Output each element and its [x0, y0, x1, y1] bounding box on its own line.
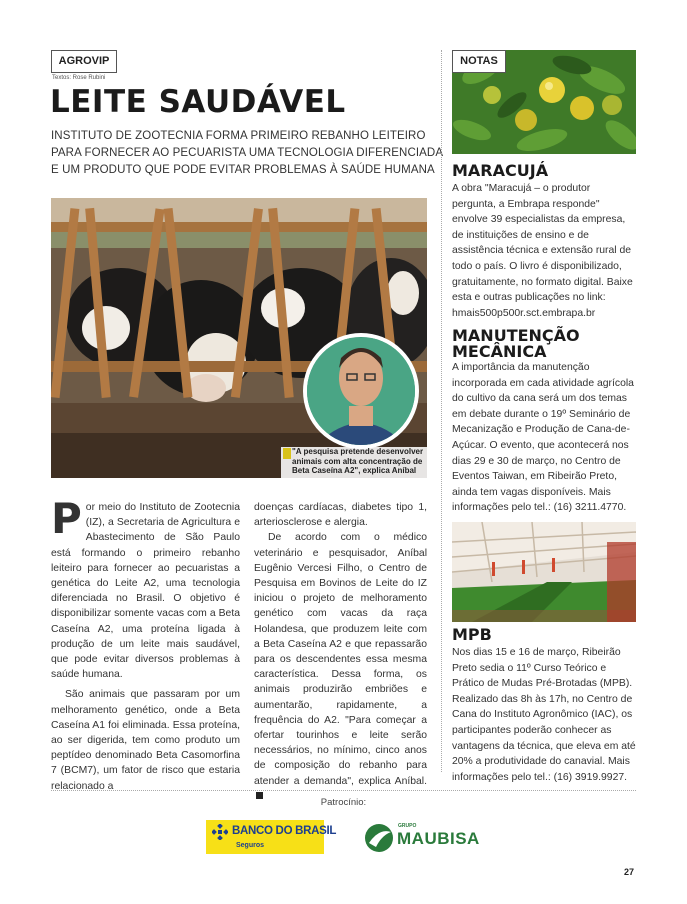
author-credit: Textos: Rose Rubini [52, 75, 106, 81]
note-text: A importância da manutenção incorporada em cada atividade agrícola do cultivo da cana será um dos temas em debate durante o 19º Seminário de Mecanização e Produção de Cana-de-Açúcar. O evento, que acontecerá nos dias 29 e 30 de março, no Centro de Eventos Taiwan, em Ribeirão Preto, ainda tem vagas disponíveis. Mais informações pelo tel.: (16) 3211.4770. [452, 362, 634, 514]
bb-name: BANCO DO BRASIL [232, 825, 337, 837]
note-heading: MPB [452, 625, 492, 644]
note-heading-line: MANUTENÇÃO [452, 326, 580, 345]
sponsor-label: Patrocínio: [320, 797, 367, 808]
bb-symbol-icon [212, 824, 228, 840]
footer-divider [51, 790, 636, 791]
maubisa-group-label: GRUPO [398, 823, 417, 829]
subtitle-line: INSTITUTO DE ZOOTECNIA FORMA PRIMEIRO REBANHO LEITEIRO [51, 130, 426, 142]
section-tag: AGROVIP [51, 50, 117, 73]
notes-tag: NOTAS [452, 50, 506, 73]
bb-sub: Seguros [236, 842, 265, 849]
subtitle-line: E UM PRODUTO QUE PODE EVITAR PROBLEMAS À SAÚDE HUMANA [51, 164, 435, 176]
article-title: LEITE SAUDÁVEL [50, 84, 346, 120]
subtitle-line: PARA FORNECER AO PECUARISTA UMA TECNOLOGIA DIFERENCIADA [51, 147, 444, 159]
page-number: 27 [624, 867, 635, 877]
note-text: A obra "Maracujá – o produtor pergunta, a Embrapa responde" envolve 39 especialistas da empresa, de instituições de ensino e de assistência técnica e extensão rural de todo o país. O livro é disponibilizado, gratuitamente, no formato digital. Baixe esta e outras publicações no link: hmais500p500r.sct.embrapa.br [452, 183, 633, 319]
maubisa-name: MAUBISA [397, 829, 480, 848]
column-divider [441, 50, 442, 772]
maubisa-leaf-icon [364, 823, 394, 853]
article-subtitle [51, 128, 443, 179]
article-paragraph: or meio do Instituto de Zootecnia (IZ), a Secretaria de Agricultura e Abastecimento de São Paulo está formando o primeiro rebanho leiteiro para fornecer ao pecuaristas a genética do Leite A2, uma tecnologia diferenciada no Brasil. O objetivo é disponibilizar somente vacas com a Beta Caseína A2, uma proteína ligada à produção de um leite mais saudável, que pode evitar diversos problemas à saúde humana. [51, 502, 240, 681]
note-heading [452, 328, 580, 360]
maubisa-logo [364, 822, 484, 854]
cows-photo [51, 198, 427, 478]
article-paragraph: São animais que passaram por um melhoramento genético, onde a Beta Caseína A1 foi eliminada. Essa proteína, ao ser digerida, tem como produto um peptídeo denominado Beta Casomorfina 7 (BCM7), um fator de risco que estaria relacionado a [51, 689, 240, 792]
article-column-2 [254, 500, 427, 804]
article-paragraph: De acordo com o médico veterinário e pesquisador, Aníbal Eugênio Vercesi Filho, o Centro de Pesquisa em Bovinos de Leite do IZ iniciou o projeto de melhoramento genético com vacas da raça Holandesa, que produzem leite com a Beta Caseína A2 e que repassarão para os descendentes essa mesma característica. Dessa forma, os animais produzirão embriões e aumentarão, rapidamente, a frequência do A2. "Para começar a ofertar tourinhos e leite serão necessários, no mínimo, cinco anos de composição do rebanho para atender a demanda", explica Aníbal. [254, 532, 427, 787]
caption-marker-icon [283, 448, 291, 459]
note-heading: MARACUJÁ [452, 161, 549, 180]
note-heading-line: MECÂNICA [452, 342, 547, 361]
article-column-1 [51, 494, 240, 794]
note-text: Nos dias 15 e 16 de março, Ribeirão Preto sedia o 11º Curso Teórico e Prático de Mudas Pré-Brotadas (MPB). Realizado das 8h às 17h, no Centro de Cana do Instituto Agronômico (IAC), os participantes poderão conhecer as vantagens da técnica, que eleva em até 20% a produtividade do canavial. Mais informações pelo tel.: (16) 3919.9927. [452, 647, 636, 783]
greenhouse-photo [452, 522, 636, 622]
dropcap: P [51, 494, 82, 543]
article-paragraph: doenças cardíacas, diabetes tipo 1, arteriosclerose e alergia. [254, 502, 427, 529]
photo-caption: "A pesquisa pretende desenvolver animais com alta concentração de Beta Caseína A2", explica Aníbal [292, 447, 424, 475]
banco-do-brasil-logo [206, 820, 337, 854]
